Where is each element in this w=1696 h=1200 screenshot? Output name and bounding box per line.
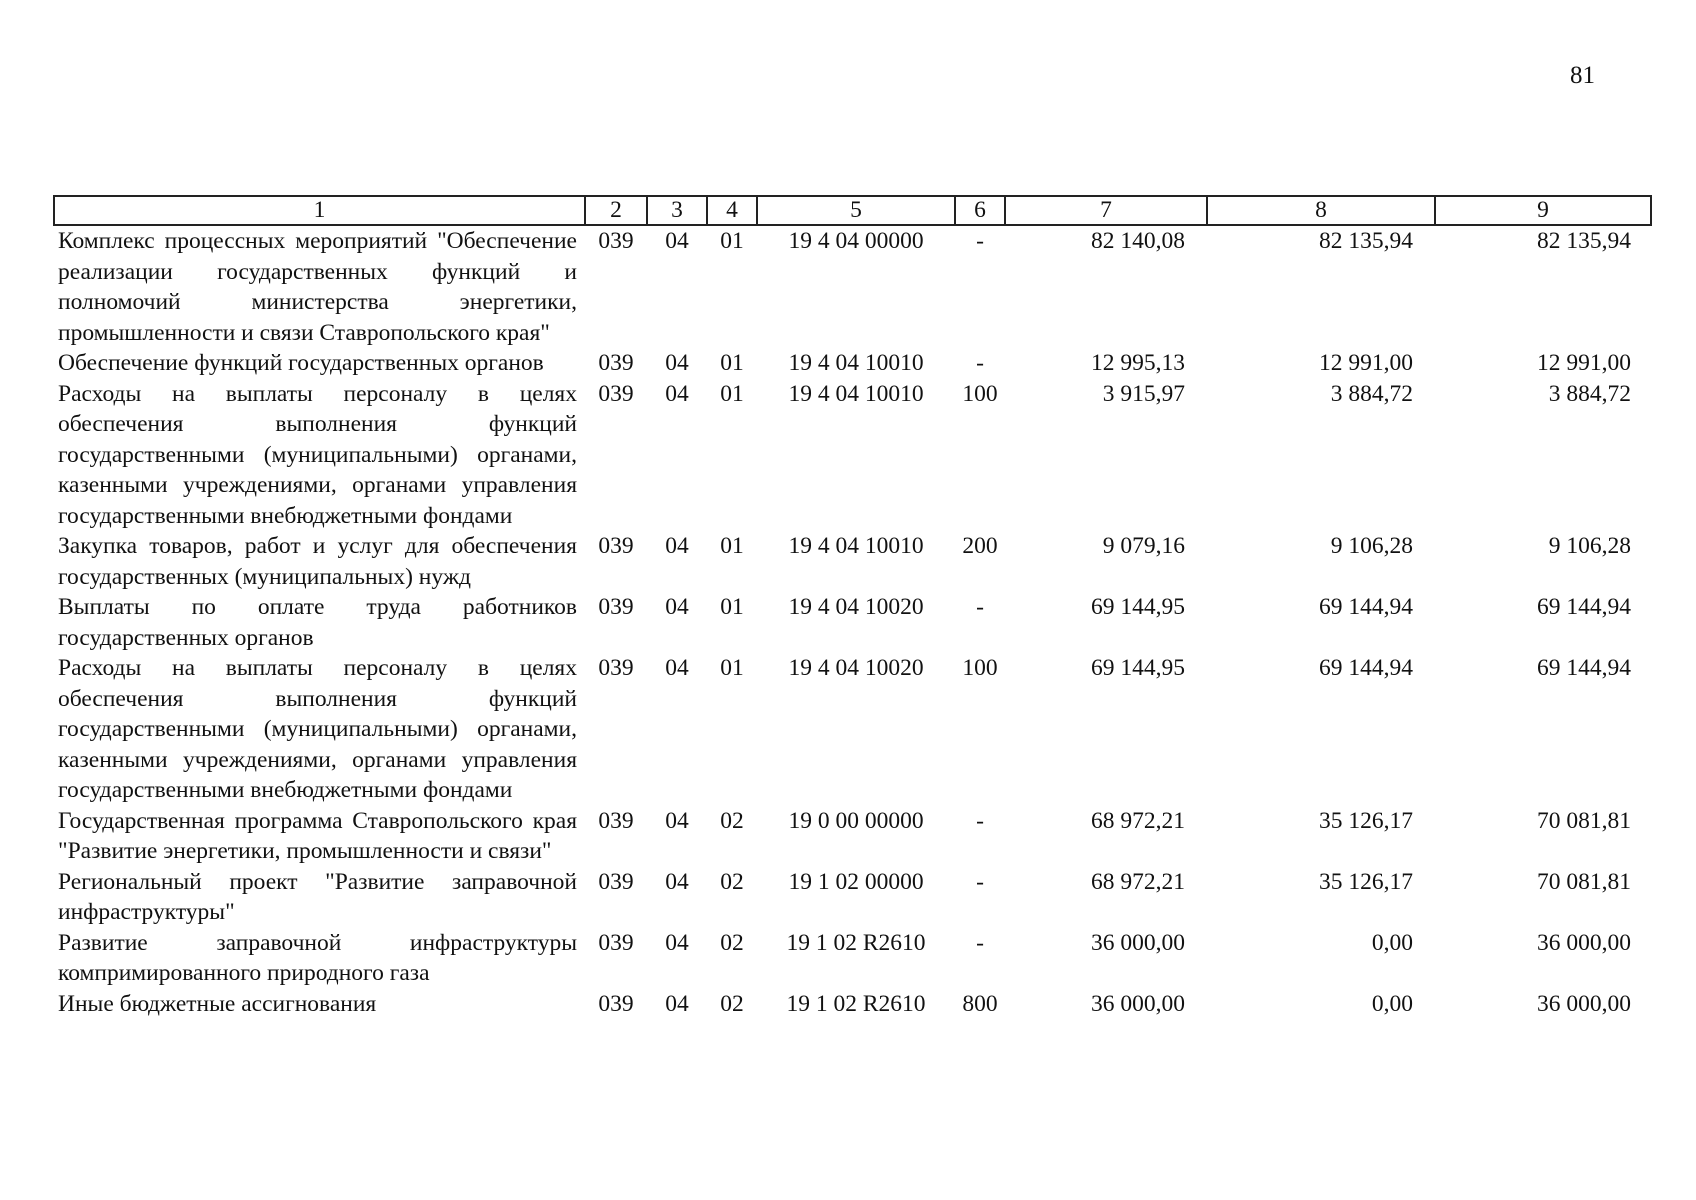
row-section-code: 04 <box>665 655 689 681</box>
table-row <box>54 653 1651 806</box>
row-ministry-code: 039 <box>598 228 634 254</box>
budget-table <box>53 195 1652 1019</box>
row-amount-col8: 12 991,00 <box>1319 350 1413 376</box>
row-subsection-code: 01 <box>720 228 744 254</box>
row-name: Государственная программа Ставропольского края "Развитие энергетики, промышленности и связи" <box>58 807 577 864</box>
row-target-article: 19 0 00 00000 <box>788 807 924 834</box>
table-row <box>54 592 1651 653</box>
row-expense-type: - <box>976 929 984 956</box>
row-section-code: 04 <box>665 228 689 254</box>
row-ministry-code: 039 <box>598 929 634 956</box>
row-amount-col7: 12 995,13 <box>1091 350 1185 376</box>
row-amount-col7: 68 972,21 <box>1091 807 1185 834</box>
row-amount-col7: 3 915,97 <box>1102 380 1185 407</box>
column-header-5: 5 <box>757 196 955 225</box>
row-amount-col9: 12 991,00 <box>1537 350 1631 376</box>
row-section-code: 04 <box>665 990 689 1017</box>
row-amount-col9: 9 106,28 <box>1548 533 1631 559</box>
row-ministry-code: 039 <box>598 533 634 559</box>
row-name: Выплаты по оплате труда работников государственных органов <box>58 594 577 651</box>
column-header-3: 3 <box>647 196 707 225</box>
row-amount-col8: 9 106,28 <box>1330 533 1413 559</box>
table-row <box>54 989 1651 1020</box>
row-subsection-code: 01 <box>720 533 744 559</box>
row-section-code: 04 <box>665 350 689 376</box>
header-row <box>54 196 1651 225</box>
column-header-4: 4 <box>707 196 757 225</box>
table-row <box>54 806 1651 867</box>
page-number: 81 <box>1570 62 1595 89</box>
row-amount-col7: 68 972,21 <box>1091 868 1185 895</box>
row-ministry-code: 039 <box>598 868 634 895</box>
row-ministry-code: 039 <box>598 655 634 681</box>
row-subsection-code: 02 <box>720 807 744 834</box>
row-amount-col9: 70 081,81 <box>1537 868 1631 895</box>
row-ministry-code: 039 <box>598 594 634 620</box>
row-subsection-code: 01 <box>720 380 744 407</box>
row-amount-col9: 70 081,81 <box>1537 807 1631 834</box>
row-amount-col8: 69 144,94 <box>1319 594 1413 620</box>
row-target-article: 19 4 04 00000 <box>788 228 924 254</box>
row-amount-col9: 69 144,94 <box>1537 594 1631 620</box>
row-amount-col8: 35 126,17 <box>1319 807 1413 834</box>
row-amount-col8: 35 126,17 <box>1319 868 1413 895</box>
row-name: Развитие заправочной инфраструктуры компримированного природного газа <box>58 929 577 986</box>
row-expense-type: - <box>976 350 984 376</box>
row-ministry-code: 039 <box>598 807 634 834</box>
row-expense-type: 800 <box>962 990 998 1017</box>
row-amount-col9: 36 000,00 <box>1537 990 1631 1017</box>
column-header-8: 8 <box>1207 196 1435 225</box>
row-target-article: 19 1 02 R2610 <box>786 990 926 1017</box>
row-target-article: 19 4 04 10020 <box>788 655 924 681</box>
row-expense-type: 100 <box>962 380 998 407</box>
row-subsection-code: 01 <box>720 350 744 376</box>
row-amount-col7: 82 140,08 <box>1091 228 1185 254</box>
row-expense-type: 200 <box>962 533 998 559</box>
row-subsection-code: 02 <box>720 868 744 895</box>
row-ministry-code: 039 <box>598 350 634 376</box>
row-ministry-code: 039 <box>598 990 634 1017</box>
row-section-code: 04 <box>665 594 689 620</box>
column-header-9: 9 <box>1435 196 1651 225</box>
column-header-1: 1 <box>54 196 585 225</box>
table-row <box>54 531 1651 592</box>
row-target-article: 19 1 02 00000 <box>788 868 924 895</box>
table-row <box>54 928 1651 989</box>
table-row <box>54 225 1651 348</box>
row-section-code: 04 <box>665 533 689 559</box>
table-row <box>54 348 1651 379</box>
row-amount-col9: 82 135,94 <box>1537 228 1631 254</box>
row-subsection-code: 02 <box>720 929 744 956</box>
table-row <box>54 867 1651 928</box>
row-target-article: 19 4 04 10010 <box>788 533 924 559</box>
column-header-7: 7 <box>1005 196 1207 225</box>
row-target-article: 19 1 02 R2610 <box>786 929 926 956</box>
row-amount-col8: 82 135,94 <box>1319 228 1413 254</box>
row-amount-col7: 9 079,16 <box>1102 533 1185 559</box>
row-target-article: 19 4 04 10010 <box>788 350 924 376</box>
row-amount-col7: 69 144,95 <box>1091 594 1185 620</box>
column-header-6: 6 <box>955 196 1005 225</box>
row-amount-col9: 36 000,00 <box>1537 929 1631 956</box>
row-expense-type: 100 <box>962 655 998 681</box>
row-amount-col8: 69 144,94 <box>1319 655 1413 681</box>
row-amount-col9: 3 884,72 <box>1548 380 1631 407</box>
row-target-article: 19 4 04 10020 <box>788 594 924 620</box>
row-amount-col7: 36 000,00 <box>1091 990 1185 1017</box>
row-amount-col8: 3 884,72 <box>1330 380 1413 407</box>
row-section-code: 04 <box>665 929 689 956</box>
row-name: Иные бюджетные ассигнования <box>58 990 377 1017</box>
row-section-code: 04 <box>665 380 689 407</box>
row-name: Региональный проект "Развитие заправочной инфраструктуры" <box>58 868 577 925</box>
row-name: Расходы на выплаты персоналу в целях обеспечения выполнения функций государственными (муниципальными) органами, казенными учреждениями, органами управления государственными внебюджетными фондами <box>58 380 577 529</box>
row-name: Комплекс процессных мероприятий "Обеспечение реализации государственных функций и полномочий министерства энергетики, промышленности и связи Ставропольского края" <box>58 228 577 346</box>
row-name: Обеспечение функций государственных органов <box>58 350 544 376</box>
row-subsection-code: 01 <box>720 655 744 681</box>
row-amount-col8: 0,00 <box>1371 990 1413 1017</box>
row-amount-col9: 69 144,94 <box>1537 655 1631 681</box>
row-expense-type: - <box>976 868 984 895</box>
row-amount-col7: 36 000,00 <box>1091 929 1185 956</box>
row-name: Закупка товаров, работ и услуг для обеспечения государственных (муниципальных) нужд <box>58 533 577 590</box>
row-expense-type: - <box>976 807 984 834</box>
row-subsection-code: 01 <box>720 594 744 620</box>
row-section-code: 04 <box>665 807 689 834</box>
row-subsection-code: 02 <box>720 990 744 1017</box>
row-expense-type: - <box>976 594 984 620</box>
row-target-article: 19 4 04 10010 <box>788 380 924 407</box>
row-amount-col7: 69 144,95 <box>1091 655 1185 681</box>
row-section-code: 04 <box>665 868 689 895</box>
row-ministry-code: 039 <box>598 380 634 407</box>
row-amount-col8: 0,00 <box>1371 929 1413 956</box>
column-header-2: 2 <box>585 196 647 225</box>
row-name: Расходы на выплаты персоналу в целях обеспечения выполнения функций государственными (муниципальными) органами, казенными учреждениями, органами управления государственными внебюджетными фондами <box>58 655 577 803</box>
row-expense-type: - <box>976 228 984 254</box>
table-row <box>54 379 1651 532</box>
